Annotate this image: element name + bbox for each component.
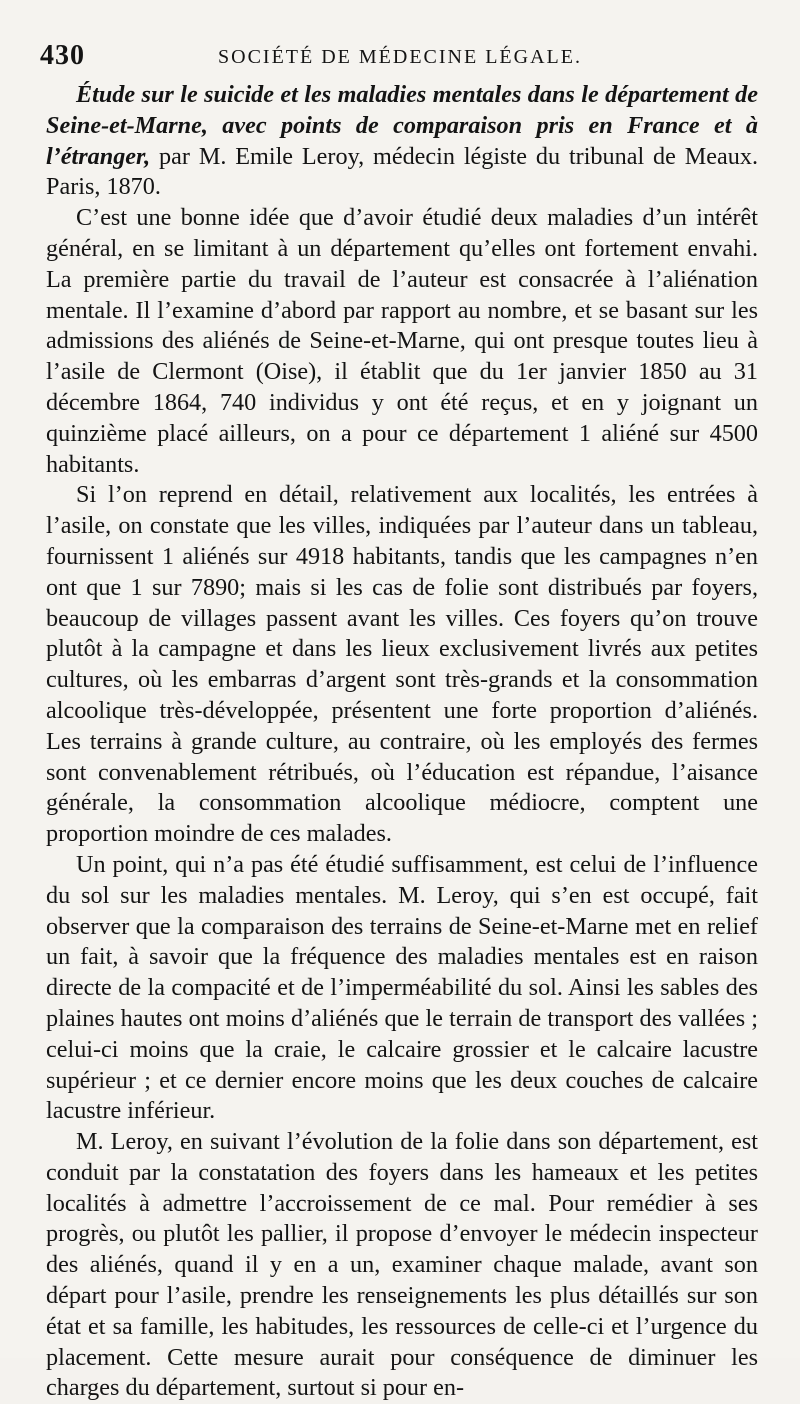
paragraph: Si l’on reprend en détail, relativement aux localités, les entrées à l’asile, on constate que les villes, indiquées par l’auteur dans un tableau, fournissent 1 aliénés sur 4918 habitants, tandis que les campagnes n’en ont que 1 sur 7890; mais si les cas de folie sont distribués par foyers, beaucoup de villages passent avant les villes. Ces foyers qu’on trouve plutôt à la campagne et dans les lieux exclusivement livrés aux petites cultures, où les embarras d’argent sont très-grands et la consommation alcoolique très-développée, présentent une forte proportion d’aliénés. Les terrains à grande culture, au contraire, où les employés des fermes sont convenablement rétribués, où l’éducation est répandue, l’aisance générale, la consommation alcoolique médiocre, comptent une proportion moindre de ces malades. (46, 481, 758, 848)
paragraph: C’est une bonne idée que d’avoir étudié deux maladies d’un intérêt général, en se limitant à un département qu’elles ont fortement envahi. La première partie du travail de l’auteur est consacrée à l’aliénation mentale. Il l’examine d’abord par rapport au nombre, et se basant sur les admissions des aliénés de Seine-et-Marne, qui ont presque toutes lieu à l’asile de Clermont (Oise), il établit que du 1er janvier 1850 au 31 décembre 1864, 740 individus y ont été reçus, et en y joignant un quinzième placé ailleurs, on a pour ce département 1 aliéné sur 4500 habitants. (46, 204, 758, 478)
citation-paragraph (46, 80, 758, 203)
paragraph: Un point, qui n’a pas été étudié suffisamment, est celui de l’influence du sol sur les maladies mentales. M. Leroy, qui s’en est occupé, fait observer que la comparaison des terrains de Seine-et-Marne met en relief un fait, à savoir que la fréquence des maladies mentales est en raison directe de la compacité et de l’imperméabilité du sol. Ainsi les sables des plaines hautes ont moins d’aliénés que le terrain de transport des vallées ; celui-ci moins que la craie, le calcaire grossier et le calcaire lacustre supérieur ; et ce dernier encore moins que les deux couches de calcaire lacustre inférieur. (46, 850, 758, 1125)
citation-title: Étude sur le suicide et les maladies mentales dans le département de Seine-et-Marne, avec points de comparaison pris en France et à l’étranger, (46, 81, 758, 170)
page-number: 430 (40, 40, 85, 71)
body-text (46, 80, 758, 1404)
page-header (40, 38, 760, 74)
citation-details: par M. Emile Leroy, médecin légiste du tribunal de Meaux. Paris, 1870. (46, 142, 758, 201)
running-head: SOCIÉTÉ DE MÉDECINE LÉGALE. (218, 46, 582, 68)
paragraph: M. Leroy, en suivant l’évolution de la folie dans son département, est conduit par la constatation des foyers dans les hameaux et les petites localités à admettre l’accroissement de ce mal. Pour remédier à ses progrès, ou plutôt les pallier, il propose d’envoyer le médecin inspecteur des aliénés, quand il y en a un, examiner chaque malade, avant son départ pour l’asile, prendre les renseignements les plus détaillés sur son état et sa famille, les habitudes, les ressources de celle-ci et l’urgence du placement. Cette mesure aurait pour conséquence de diminuer les charges du département, surtout si pour en- (46, 1128, 758, 1402)
